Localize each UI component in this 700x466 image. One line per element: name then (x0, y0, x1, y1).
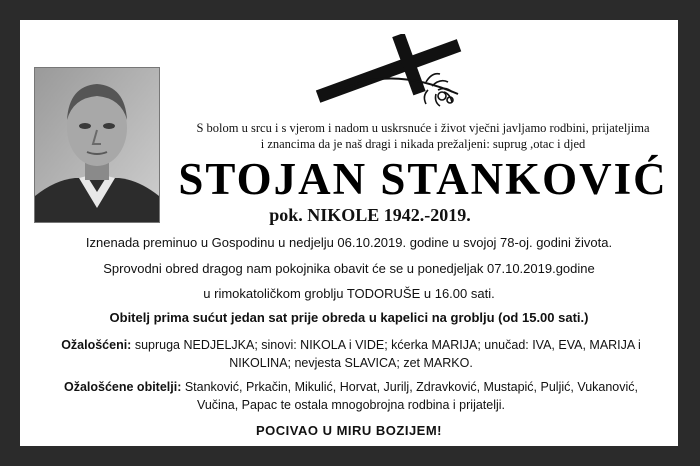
funeral-location: u rimokatoličkom groblju TODORUŠE u 16.00 sati. (203, 286, 495, 301)
funeral-notice: Sprovodni obred dragog nam pokojnika obavit će se u ponedjeljak 07.10.2019.godine (103, 261, 595, 276)
families-paragraph (48, 378, 654, 414)
father-and-years: pok. NIKOLE 1942.-2019. (269, 205, 471, 225)
obituary-card (20, 20, 678, 446)
intro-line-1: S bolom u srcu i s vjerom i nadom u uskrsnuće i život vječni javljamo rodbini, prijateljima (196, 121, 650, 135)
death-notice: Iznenada preminuo u Gospodinu u nedjelju 06.10.2019. godine u svojoj 78-oj. godini života. (85, 235, 613, 250)
mourners-text: supruga NEDJELJKA; sinovi: NIKOLA i VIDE; kćerka MARIJA; unučad: IVA, EVA, MARIJA i NIKOLINA; nevjesta SLAVICA; zet MARKO. (131, 338, 641, 370)
portrait-photo (34, 67, 160, 223)
closing-blessing: POCIVAO U MIRU BOZIJEM! (255, 423, 443, 438)
mourners-label: Ožalošćeni: (61, 338, 132, 352)
cross-with-palm-icon (308, 34, 472, 110)
families-text: Stanković, Prkačin, Mikulić, Horvat, Jurilj, Zdravković, Mustapić, Puljić, Vukanović, Vučina, Papac te ostala mnogobrojna rodbina i prijatelji. (181, 380, 638, 412)
families-label: Ožalošćene obitelji: (63, 380, 182, 394)
deceased-name: STOJAN STANKOVIĆ (178, 154, 668, 204)
mourners-paragraph (48, 336, 654, 372)
intro-text (170, 120, 676, 152)
intro-line-2: i znancima da je naš dragi i nikada prežaljeni: suprug ,otac i djed (260, 137, 586, 151)
condolence-notice: Obitelj prima sućut jedan sat prije obreda u kapelici na groblju (od 15.00 sati.) (109, 310, 589, 325)
